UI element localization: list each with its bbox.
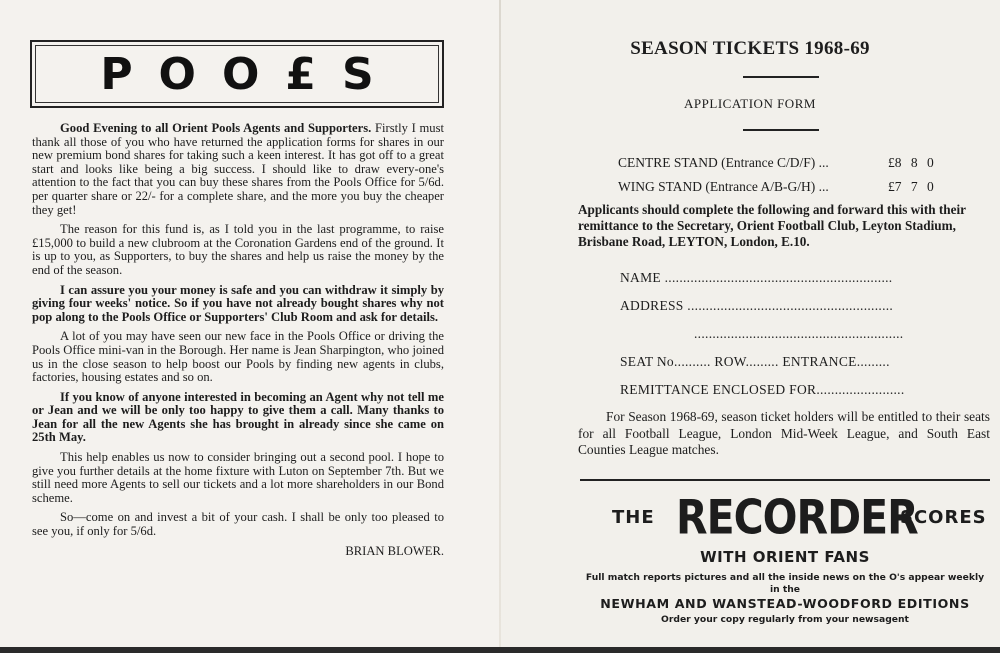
advert-order: Order your copy regularly from your newsagent: [661, 614, 909, 625]
season-holder-note: For Season 1968-69, season ticket holders will be entitled to their seats for all Football League, London Mid-Week League, and South East Counties League matches.: [578, 409, 990, 457]
article-paragraph-1: [32, 122, 444, 217]
article-paragraph-3: I can assure you your money is safe and you can withdraw it simply by giving four weeks' notice. So if you have not already bought shares why not pop along to the Pools Office or Supporters' Club Room and ask for details.: [32, 282, 444, 324]
centre-stand-price: £8 8 0: [888, 155, 934, 170]
bottom-edge: [0, 647, 1000, 653]
pools-banner-title: POO£S: [100, 48, 400, 100]
article-paragraph-2: The reason for this fund is, as I told you in the last programme, to raise £15,000 to build a new clubroom at the Coronation Gardens end of the ground. It is up to you, as Supporters, to buy the shares and help us raise the money by the end of the season.: [32, 222, 444, 277]
article-paragraph-7: So—come on and invest a bit of your cash. I shall be only too pleased to see you, if only for 5/6d.: [32, 510, 444, 539]
address-field[interactable]: ADDRESS ........................................................: [620, 298, 894, 313]
advert-editions: NEWHAM AND WANSTEAD-WOODFORD EDITIONS: [600, 596, 970, 611]
advert-match-reports: Full match reports pictures and all the inside news on the O's appear weekly: [585, 572, 985, 583]
advert-rule: [580, 479, 990, 481]
article-paragraph-4: A lot of you may have seen our new face in the Pools Office or driving the Pools Office mini-van in the Borough. Her name is Jean Sharpington, who joined us in the close season to help boost our Pools by finding new agents in clubs, factories, housing estates and so on.: [32, 329, 444, 385]
advert-with-orient-fans: WITH ORIENT FANS: [700, 548, 870, 566]
advert-the: THE: [612, 507, 655, 528]
seat-row-entrance-field[interactable]: SEAT No.......... ROW......... ENTRANCE.........: [620, 354, 890, 369]
address-field-line-2[interactable]: .........................................................: [694, 326, 904, 341]
title-rule: [743, 76, 819, 78]
article-paragraph-1-text: Firstly I must thank all those of you who have returned the application forms for shares in our new premium bond shares for taking such a keen interest. It has got off to a great start and looks like being a big success. I should like to draw every-one's attention to the fact that you can buy these shares from the Pools Office for 5/6d. per quarter share or 22/- for a complete share, and the more you buy the cheaper they get!: [32, 121, 444, 217]
advert-in-the: in the: [769, 584, 801, 595]
advert-scores: SCORES: [900, 507, 987, 528]
application-form-heading: APPLICATION FORM: [684, 96, 816, 111]
article-signature: BRIAN BLOWER.: [345, 543, 444, 558]
centre-stand-label: CENTRE STAND (Entrance C/D/F) ...: [618, 155, 829, 170]
application-instructions: Applicants should complete the following and forward this with their remittance to the Secretary, Orient Football Club, Leyton Stadium, Brisbane Road, LEYTON, London, E.10.: [578, 202, 966, 249]
subtitle-rule: [743, 129, 819, 131]
remittance-field[interactable]: REMITTANCE ENCLOSED FOR........................: [620, 382, 905, 397]
article-paragraph-6: This help enables us now to consider bringing out a second pool. I hope to give you further details at the home fixture with Luton on September 7th. But we still need more Agents to sell our tickets and a lot more shareholders in our Bond scheme.: [32, 450, 444, 505]
advert-recorder-logo: RECORDER: [676, 490, 918, 546]
article-greeting: Good Evening to all Orient Pools Agents and Supporters.: [60, 121, 372, 135]
season-tickets-title: SEASON TICKETS 1968-69: [630, 38, 870, 59]
name-field[interactable]: NAME ..............................................................: [620, 270, 893, 285]
pools-banner: [30, 40, 444, 108]
wing-stand-price: £7 7 0: [888, 179, 934, 194]
article-paragraph-5: If you know of anyone interested in becoming an Agent why not tell me or Jean and we will be only too happy to give them a call. Many thanks to Jean for all the new Agents she has brought in already since she came on 25th May.: [32, 389, 444, 445]
pools-article: [32, 122, 444, 564]
wing-stand-label: WING STAND (Entrance A/B-G/H) ...: [618, 179, 829, 194]
